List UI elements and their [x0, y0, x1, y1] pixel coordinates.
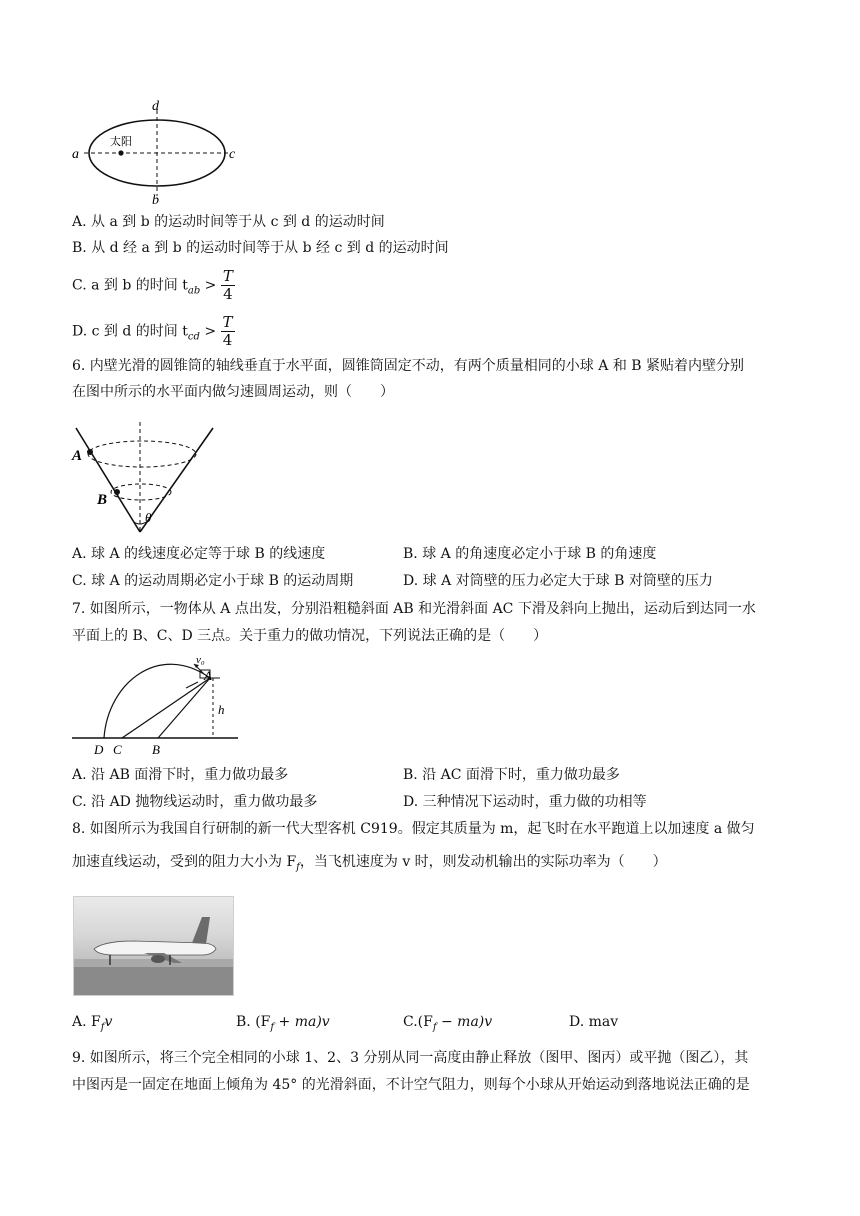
incline-projectile-figure	[70, 652, 240, 760]
q7-stem-line2: 平面上的 B、C、D 三点。关于重力的做功情况，下列说法正确的是（ ）	[72, 628, 548, 644]
q6-stem-line2: 在图中所示的水平面内做匀速圆周运动，则（ ）	[72, 384, 394, 400]
q8-stem-line1: 8. 如图所示为我国自行研制的新一代大型客机 C919。假定其质量为 m，起飞时在水平跑道上以加速度 a 做匀	[72, 821, 755, 837]
q8-option-b-text: B. (F	[236, 1014, 271, 1030]
q5-gt: >	[200, 277, 221, 294]
airplane-icon	[74, 897, 233, 995]
q8-option-b	[236, 1012, 330, 1038]
label-theta: θ	[145, 510, 152, 525]
label-d: d	[152, 99, 159, 114]
q6-option-b: B. 球 A 的角速度必定小于球 B 的角速度	[403, 546, 657, 562]
cone-figure	[70, 420, 220, 535]
label-point-c: C	[113, 742, 122, 757]
q5-option-c-text: C. a 到 b 的时间 t	[72, 277, 188, 294]
q5-gt-d: >	[199, 323, 221, 340]
label-sun: 太阳	[110, 135, 132, 148]
q8-option-a-sub: f	[100, 1021, 105, 1033]
q7-option-d: D. 三种情况下运动时，重力做的功相等	[403, 794, 647, 810]
q5-option-d-sub: cd	[187, 331, 200, 343]
q7-option-c: C. 沿 AD 抛物线运动时，重力做功最多	[72, 794, 318, 810]
q8-option-c-text: C.(F	[403, 1014, 433, 1030]
label-ball-b: B	[97, 492, 108, 508]
label-point-d: D	[94, 742, 104, 757]
label-h: h	[218, 702, 225, 717]
q5-option-c-sub: ab	[187, 285, 201, 297]
label-b: b	[152, 193, 159, 206]
label-point-a: A	[204, 668, 212, 683]
q9-stem-line1: 9. 如图所示，将三个完全相同的小球 1、2、3 分别从同一高度由静止释放（图甲、图丙）或平抛（图乙），其	[72, 1050, 749, 1066]
fraction-t-over-4: $\frac{T}{4}$	[222, 267, 233, 303]
c919-airplane-photo	[73, 896, 234, 996]
q5-option-d	[72, 314, 235, 349]
q6-stem-line1: 6. 内壁光滑的圆锥筒的轴线垂直于水平面，圆锥筒固定不动，有两个质量相同的小球 A 和 B 紧贴着内壁分别	[72, 358, 745, 374]
label-ball-a: A	[72, 448, 83, 464]
ellipse-orbit-figure	[70, 96, 250, 206]
q8-stem-sub: f	[296, 861, 300, 873]
label-a: a	[72, 147, 79, 162]
q7-stem-line1: 7. 如图所示，一物体从 A 点出发，分别沿粗糙斜面 AB 和光滑斜面 AC 下滑及斜向上抛出，运动后到达同一水	[72, 601, 756, 617]
q5-option-b: B. 从 d 经 a 到 b 的运动时间等于从 b 经 c 到 d 的运动时间	[72, 240, 449, 256]
q8-stem-line2-b: ，当飞机速度为 v 时，则发动机输出的实际功率为（ ）	[299, 854, 667, 870]
q8-option-c-tail: − ma)v	[436, 1014, 493, 1030]
q8-option-b-sub: f	[270, 1021, 275, 1033]
q8-stem-line2-a: 加速直线运动，受到的阻力大小为 F	[72, 854, 297, 870]
q8-option-b-tail: + ma)v	[274, 1014, 330, 1030]
q9-stem-line2: 中图丙是一固定在地面上倾角为 45° 的光滑斜面，不计空气阻力，则每个小球从开始运动到落地说法正确的是	[72, 1077, 750, 1093]
q7-option-a: A. 沿 AB 面滑下时，重力做功最多	[72, 767, 289, 783]
label-v0: v₀	[196, 654, 205, 666]
label-c: c	[229, 147, 236, 162]
q8-option-d: D. mav	[569, 1014, 619, 1030]
q6-option-d: D. 球 A 对筒壁的压力必定大于球 B 对筒壁的压力	[403, 573, 713, 589]
label-point-b: B	[152, 742, 160, 757]
q6-option-c: C. 球 A 的运动周期必定小于球 B 的运动周期	[72, 573, 354, 589]
q5-option-a: A. 从 a 到 b 的运动时间等于从 c 到 d 的运动时间	[72, 214, 385, 230]
q8-option-a-text: A. F	[72, 1014, 101, 1030]
q8-option-c-sub: f	[432, 1021, 437, 1033]
q8-option-c	[403, 1012, 492, 1038]
q5-option-c	[72, 268, 235, 303]
fraction-t-over-4-d: $\frac{T}{4}$	[222, 313, 233, 349]
q8-option-a	[72, 1012, 112, 1038]
q7-option-b: B. 沿 AC 面滑下时，重力做功最多	[403, 767, 620, 783]
q5-option-d-text: D. c 到 d 的时间 t	[72, 323, 188, 340]
q8-option-a-tail: v	[104, 1014, 113, 1030]
q6-option-a: A. 球 A 的线速度必定等于球 B 的线速度	[72, 546, 326, 562]
q8-stem-line2	[72, 852, 667, 878]
